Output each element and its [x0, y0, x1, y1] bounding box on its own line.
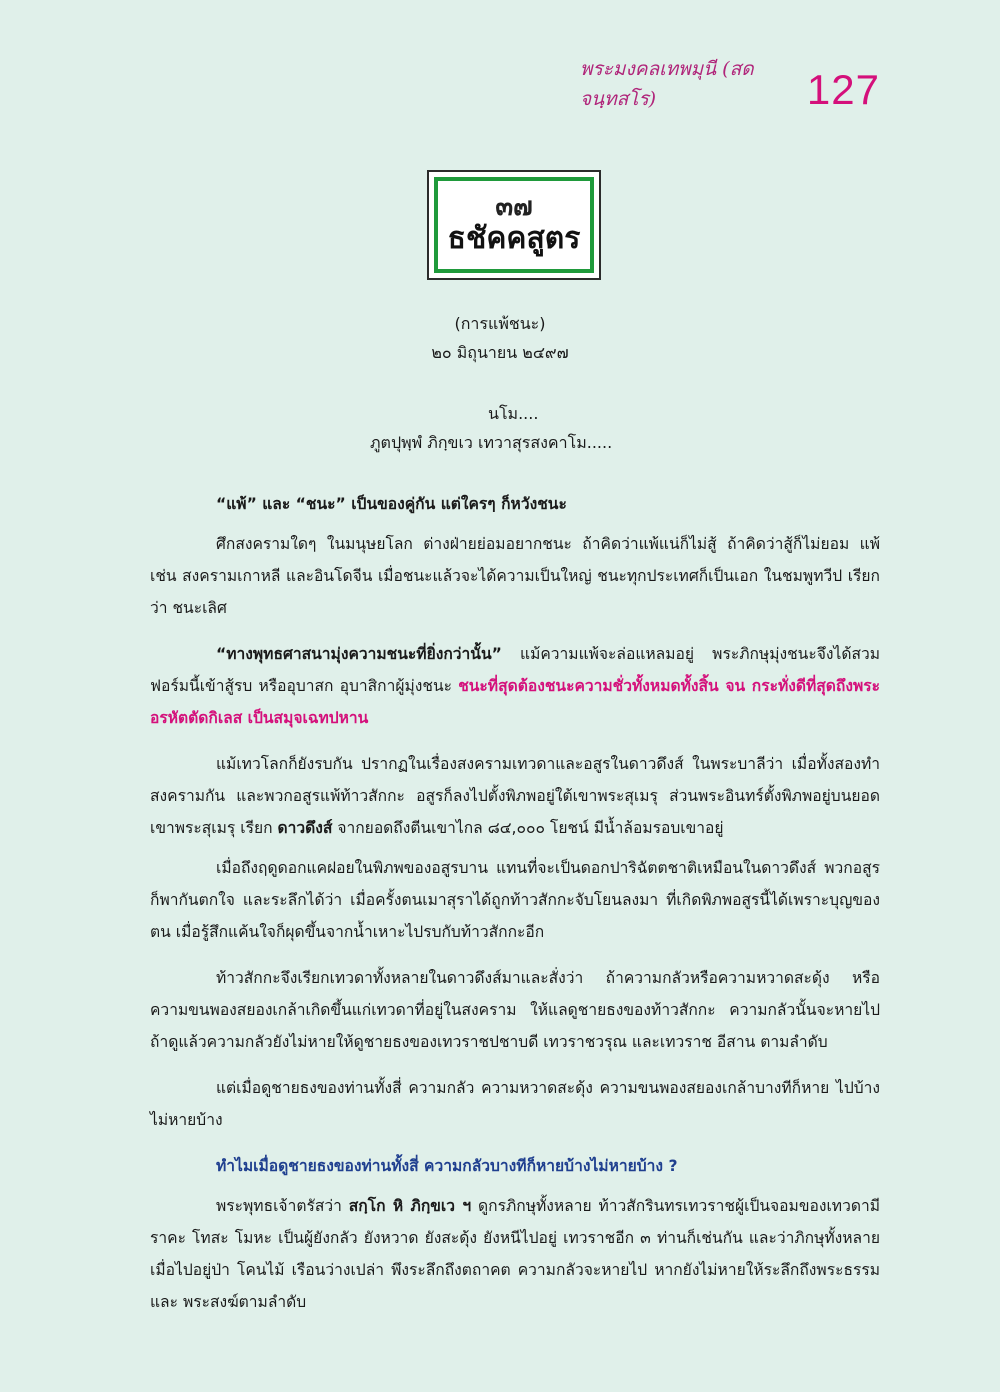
- emphasis-text: สกฺโก หิ ภิกฺขเว ฯ: [348, 1197, 472, 1215]
- body-text: [150, 488, 880, 1318]
- emphasis-text: ดาวดึงส์: [277, 819, 333, 837]
- page-header: [580, 54, 880, 114]
- chapter-title-frame: [434, 177, 594, 273]
- chapter-number: ๓๗: [495, 191, 533, 222]
- paragraph: ท้าวสักกะจึงเรียกเทวดาทั้งหลายในดาวดึงส์มาและสั่งว่า ถ้าความกลัวหรือความหวาดสะดุ้ง หรือความขนพองสยองเกล้าเกิดขึ้นแก่เทวดาที่อยู่ในสงคราม ให้แลดูชายธงของท้าวสักกะ ความกลัวนั้นจะหายไป ถ้าดูแล้วความกลัวยังไม่หายให้ดูชายธงของเทวราชปชาบดี เทวราชวรุณ และเทวราช อีสาน ตามลำดับ: [150, 969, 880, 1051]
- paragraph-text: พระพุทธเจ้าตรัสว่า: [216, 1197, 349, 1215]
- subtitle: (การแพ้ชนะ): [454, 314, 546, 333]
- paragraph-text: แม้เทวโลกก็ยังรบกัน ปรากฏในเรื่องสงครามเทวดาและอสูรในดาวดึงส์ ในพระบาลีว่า เมื่อทั้งสองทำสงครามกัน และพวกอสูรแพ้ท้าวสักกะ อสูรก็ลงไปตั้งพิภพอยู่ใต้เขาพระสุเมรุ ส่วนพระอินทร์ตั้งพิภพอยู่บนยอดเขาพระสุเมรุ เรียก: [150, 755, 880, 837]
- paragraph-text: จากยอดถึงตีนเขาไกล ๘๔,๐๐๐ โยชน์ มีน้ำล้อมรอบเขาอยู่: [332, 819, 724, 837]
- paragraph: ศึกสงครามใดๆ ในมนุษยโลก ต่างฝ่ายย่อมอยากชนะ ถ้าคิดว่าแพ้แน่ก็ไม่สู้ ถ้าคิดว่าสู้ก็ไม่ยอม แพ้ เช่น สงครามเกาหลี และอินโดจีน เมื่อชนะแล้วจะได้ความเป็นใหญ่ ชนะทุกประเทศก็เป็นเอก ในชมพูทวีป เรียกว่า ชนะเลิศ: [150, 535, 880, 617]
- paragraph: [150, 1190, 880, 1318]
- paragraph-text: แม้ความแพ้จะล่อแหลมอยู่ พระภิกษุมุ่งชนะจึงได้สวมฟอร์มนี้เข้าสู้รบ หรืออุบาสก อุบาสิกาผู้มุ่งชนะ: [150, 645, 880, 695]
- paragraph: เมื่อถึงฤดูดอกแคฝอยในพิภพของอสูรบาน แทนที่จะเป็นดอกปาริฉัตตชาติเหมือนในดาวดึงส์ พวกอสูรก็พากันตกใจ และระลึกได้ว่า เมื่อครั้งตนเมาสุราได้ถูกท้าวสักกะจับโยนลงมา ที่เกิดพิภพอสูรนี้ได้เพราะบุญของตน เมื่อรู้สึกแค้นใจก็ผุดขึ้นจากน้ำเหาะไปรบกับท้าวสักกะอีก: [150, 859, 880, 941]
- paragraph-text: ดูกรภิกษุทั้งหลาย ท้าวสักรินทรเทวราชผู้เป็นจอมของเทวดามีราคะ โทสะ โมหะ เป็นผู้ยังกลัว ยังหวาด ยังสะดุ้ง ยังหนีไปอยู่ เทวราชอีก ๓ ท่านก็เช่นกัน และว่าภิกษุทั้งหลาย เมื่อไปอยู่ป่า โคนไม้ เรือนว่างเปล่า พึงระลึกถึงตถาคต ความกลัวจะหายไป หากยังไม่หายให้ระลึกถึงพระธรรม และ พระสงฆ์ตามลำดับ: [150, 1197, 880, 1311]
- chapter-title-box: [427, 170, 601, 280]
- paragraph: [150, 638, 880, 734]
- emphasis-text: “ทางพุทธศาสนามุ่งความชนะที่ยิ่งกว่านั้น”: [216, 645, 502, 663]
- chant-line-2: ภูตปุพฺพํ ภิกฺขเว เทวาสุรสงคาโม.....: [370, 433, 613, 452]
- paragraph: [150, 748, 880, 844]
- page-number: 127: [806, 66, 880, 113]
- highlight-text: ชนะที่สุดต้องชนะความชั่วทั้งหมดทั้งสิ้น จน กระทั่งดีที่สุดถึงพระอรหัตตัดกิเลส เป็นสมุจเฉทปหาน: [150, 677, 880, 727]
- section-heading: ทำไมเมื่อดูชายธงของท่านทั้งสี่ ความกลัวบางทีก็หายบ้างไม่หายบ้าง ?: [216, 1157, 678, 1175]
- chant-line-1: นโม....: [488, 404, 539, 423]
- section-heading: “แพ้” และ “ชนะ” เป็นของคู่กัน แต่ใครๆ ก็หวังชนะ: [216, 495, 567, 513]
- chapter-title: ธชัคคสูตร: [447, 221, 581, 257]
- running-title: พระมงคลเทพมุนี (สด จนฺทสโร): [580, 58, 754, 110]
- paragraph: แต่เมื่อดูชายธงของท่านทั้งสี่ ความกลัว ความหวาดสะดุ้ง ความขนพองสยองเกล้าบางทีก็หาย ไปบ้าง ไม่หายบ้าง: [150, 1079, 880, 1129]
- date-line: ๒๐ มิถุนายน ๒๔๙๗: [431, 343, 569, 362]
